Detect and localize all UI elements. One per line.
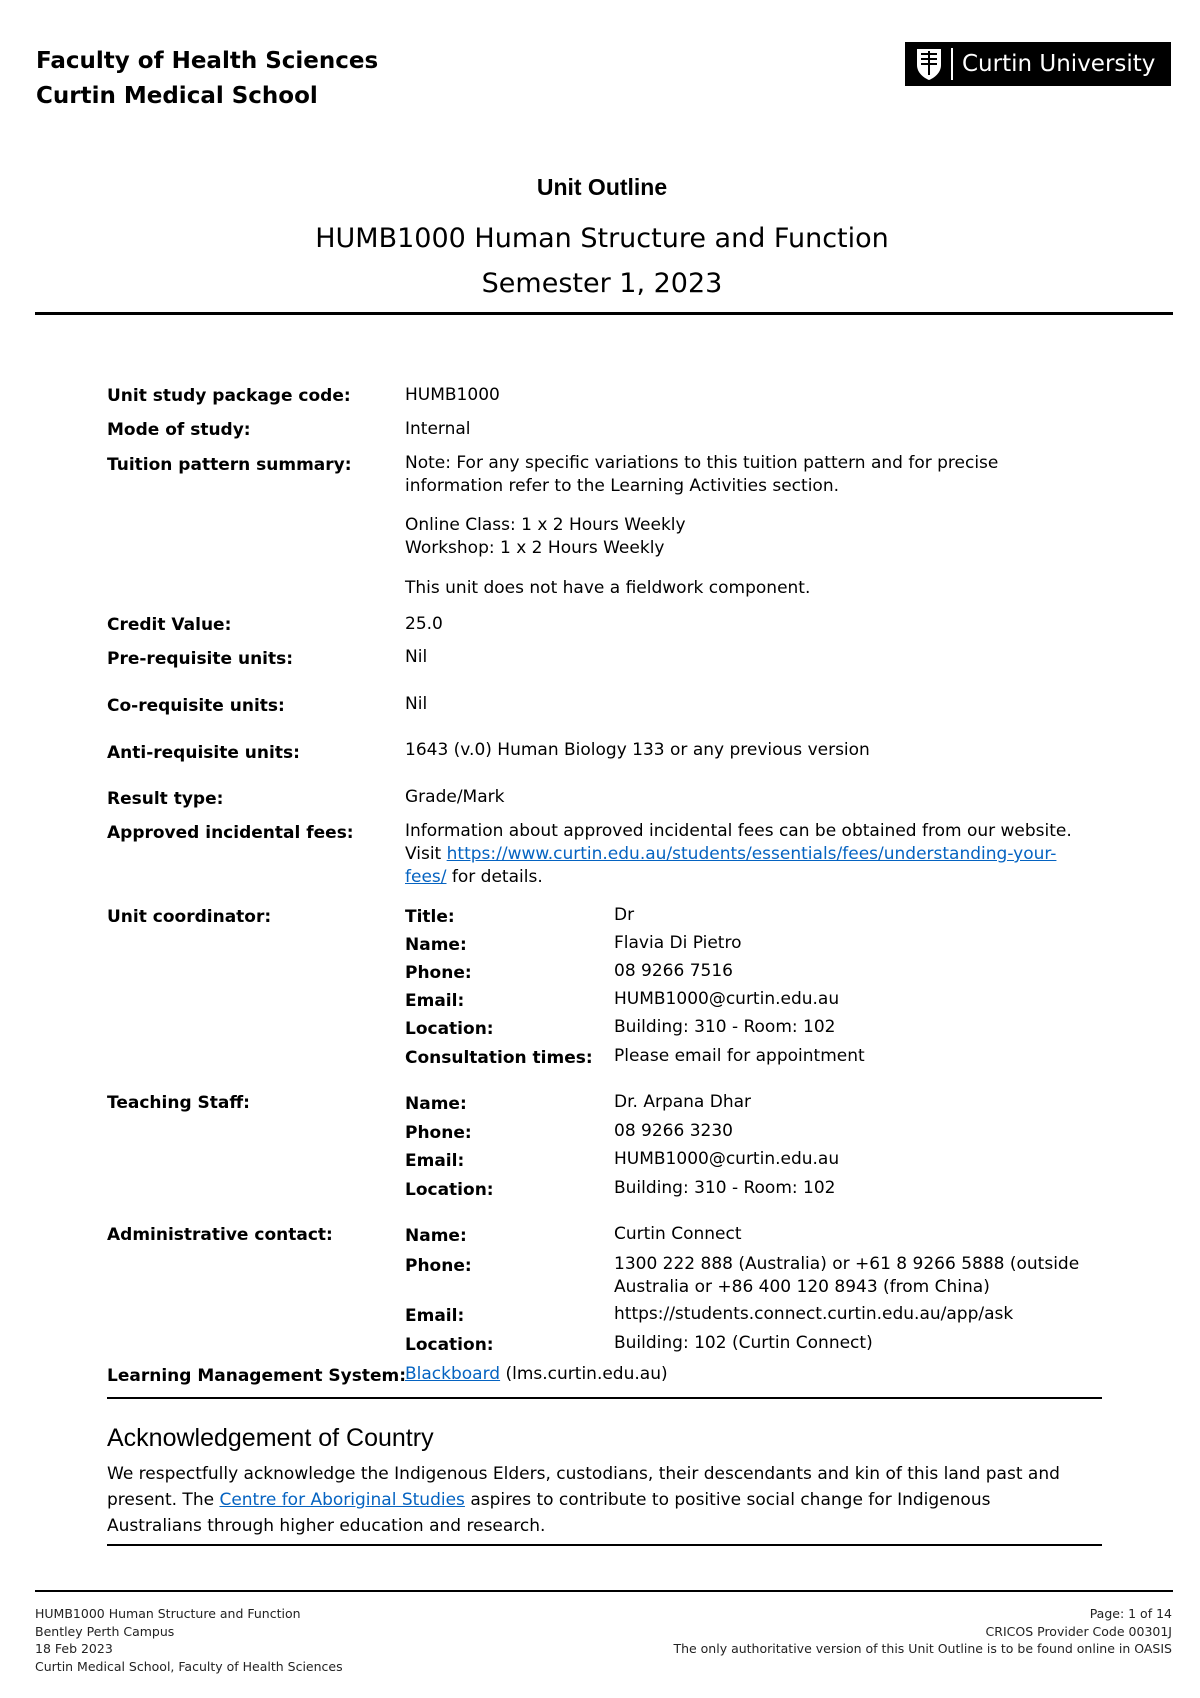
footer-divider (35, 1590, 1173, 1592)
tuition-fieldwork: This unit does not have a fieldwork component. (405, 578, 811, 598)
admin-phone-label: Phone: (405, 1256, 472, 1276)
result-value: Grade/Mark (405, 787, 505, 807)
footer-date: 18 Feb 2023 (35, 1641, 113, 1656)
teaching-location-label: Location: (405, 1180, 494, 1200)
page-number: Page: 1 of 14 (1089, 1606, 1172, 1621)
coordinator-email-label: Email: (405, 991, 465, 1011)
credit-label: Credit Value: (107, 615, 232, 635)
coordinator-location-value: Building: 310 - Room: 102 (614, 1017, 836, 1037)
teaching-name-label: Name: (405, 1094, 467, 1114)
coreq-label: Co-requisite units: (107, 696, 285, 716)
antireq-label: Anti-requisite units: (107, 743, 300, 763)
document-title: Unit Outline (536, 174, 668, 200)
faculty-header (36, 44, 378, 114)
admin-email-label: Email: (405, 1306, 465, 1326)
logo-text: Curtin University (962, 51, 1156, 77)
semester-title: Semester 1, 2023 (481, 268, 723, 299)
tuition-note-line-1: Note: For any specific variations to this tuition pattern and for precise (405, 453, 999, 473)
tuition-note-line-2: information refer to the Learning Activities section. (405, 476, 839, 496)
teaching-location-value: Building: 310 - Room: 102 (614, 1178, 836, 1198)
cricos-code: CRICOS Provider Code 00301J (985, 1623, 1172, 1639)
prereq-value: Nil (405, 647, 428, 667)
coordinator-label: Unit coordinator: (107, 907, 272, 927)
teaching-phone-label: Phone: (405, 1123, 472, 1143)
lms-label: Learning Management System: (107, 1366, 407, 1386)
acknowledgement-text (107, 1461, 1107, 1539)
faculty-name: Faculty of Health Sciences (36, 48, 379, 74)
teaching-email-label: Email: (405, 1151, 465, 1171)
coordinator-location-label: Location: (405, 1019, 494, 1039)
acknowledgement-line-2-end: aspires to contribute to positive social change for Indigenous (464, 1490, 991, 1510)
acknowledgement-heading: Acknowledgement of Country (107, 1424, 434, 1452)
fees-link-continued[interactable]: fees/ (405, 867, 447, 887)
acknowledgement-line-3: Australians through higher education and research. (107, 1516, 546, 1536)
teaching-name-value: Dr. Arpana Dhar (614, 1092, 752, 1112)
coordinator-title-value: Dr (614, 905, 635, 925)
admin-phone-value (614, 1253, 1079, 1299)
tuition-label: Tuition pattern summary: (107, 455, 352, 475)
title-divider (35, 312, 1173, 315)
fees-link[interactable]: https://www.curtin.edu.au/students/essentials/fees/understanding-your- (446, 844, 1057, 864)
admin-label: Administrative contact: (107, 1225, 333, 1245)
footer-left (35, 1605, 343, 1675)
admin-name-label: Name: (405, 1226, 467, 1246)
coordinator-phone-value: 08 9266 7516 (614, 961, 733, 981)
antireq-value: 1643 (v.0) Human Biology 133 or any previous version (405, 740, 870, 760)
coordinator-name-value: Flavia Di Pietro (614, 933, 742, 953)
aboriginal-studies-link[interactable]: Centre for Aboriginal Studies (219, 1490, 465, 1510)
coordinator-email-value: HUMB1000@curtin.edu.au (614, 989, 840, 1009)
section-divider (107, 1397, 1102, 1399)
fees-label: Approved incidental fees: (107, 823, 354, 843)
acknowledgement-divider (107, 1544, 1102, 1546)
admin-location-value: Building: 102 (Curtin Connect) (614, 1333, 873, 1353)
fees-line-2 (405, 843, 1072, 866)
code-value: HUMB1000 (405, 385, 500, 405)
teaching-phone-value: 08 9266 3230 (614, 1121, 733, 1141)
admin-phone-line-2: Australia or +86 400 120 8943 (from China) (614, 1277, 990, 1297)
coordinator-title-label: Title: (405, 907, 455, 927)
acknowledgement-line-2 (107, 1487, 1107, 1513)
code-label: Unit study package code: (107, 386, 351, 406)
admin-name-value: Curtin Connect (614, 1224, 742, 1244)
shield-crest-icon (915, 47, 943, 81)
fees-value (405, 820, 1072, 889)
fees-line-1: Information about approved incidental fees can be obtained from our website. (405, 821, 1072, 841)
acknowledgement-line-2-start: present. The (107, 1490, 220, 1510)
tuition-workshop: Workshop: 1 x 2 Hours Weekly (405, 538, 665, 558)
fees-tail: for details. (446, 867, 543, 887)
lms-value (405, 1363, 668, 1386)
tuition-online: Online Class: 1 x 2 Hours Weekly (405, 515, 686, 535)
coordinator-consult-label: Consultation times: (405, 1048, 593, 1068)
teaching-label: Teaching Staff: (107, 1093, 250, 1113)
mode-value: Internal (405, 419, 471, 439)
university-logo (905, 42, 1171, 86)
fees-visit: Visit (405, 844, 447, 864)
mode-label: Mode of study: (107, 420, 251, 440)
coordinator-name-label: Name: (405, 935, 467, 955)
admin-email-value: https://students.connect.curtin.edu.au/app/ask (614, 1304, 1014, 1324)
coordinator-consult-value: Please email for appointment (614, 1046, 865, 1066)
logo-divider (951, 48, 953, 80)
footer-school: Curtin Medical School, Faculty of Health Sciences (35, 1658, 343, 1674)
footer-unit: HUMB1000 Human Structure and Function (35, 1606, 301, 1621)
blackboard-link[interactable]: Blackboard (405, 1364, 501, 1384)
credit-value: 25.0 (405, 614, 443, 634)
acknowledgement-line-1: We respectfully acknowledge the Indigenous Elders, custodians, their descendants and kin of this land past and (107, 1464, 1060, 1484)
result-label: Result type: (107, 789, 224, 809)
unit-title: HUMB1000 Human Structure and Function (315, 223, 889, 254)
coordinator-phone-label: Phone: (405, 963, 472, 983)
coreq-value: Nil (405, 694, 428, 714)
teaching-email-value: HUMB1000@curtin.edu.au (614, 1149, 840, 1169)
admin-phone-line-1: 1300 222 888 (Australia) or +61 8 9266 5888 (outside (614, 1254, 1080, 1274)
prereq-label: Pre-requisite units: (107, 649, 294, 669)
footer-campus: Bentley Perth Campus (35, 1623, 175, 1639)
school-name: Curtin Medical School (36, 83, 318, 109)
fees-line-3 (405, 866, 1072, 889)
lms-url: (lms.curtin.edu.au) (500, 1364, 668, 1384)
authoritative-note: The only authoritative version of this Unit Outline is to be found online in OASIS (673, 1641, 1172, 1656)
admin-location-label: Location: (405, 1335, 494, 1355)
tuition-pattern (405, 514, 686, 560)
footer-right (673, 1605, 1172, 1658)
tuition-note (405, 452, 998, 498)
